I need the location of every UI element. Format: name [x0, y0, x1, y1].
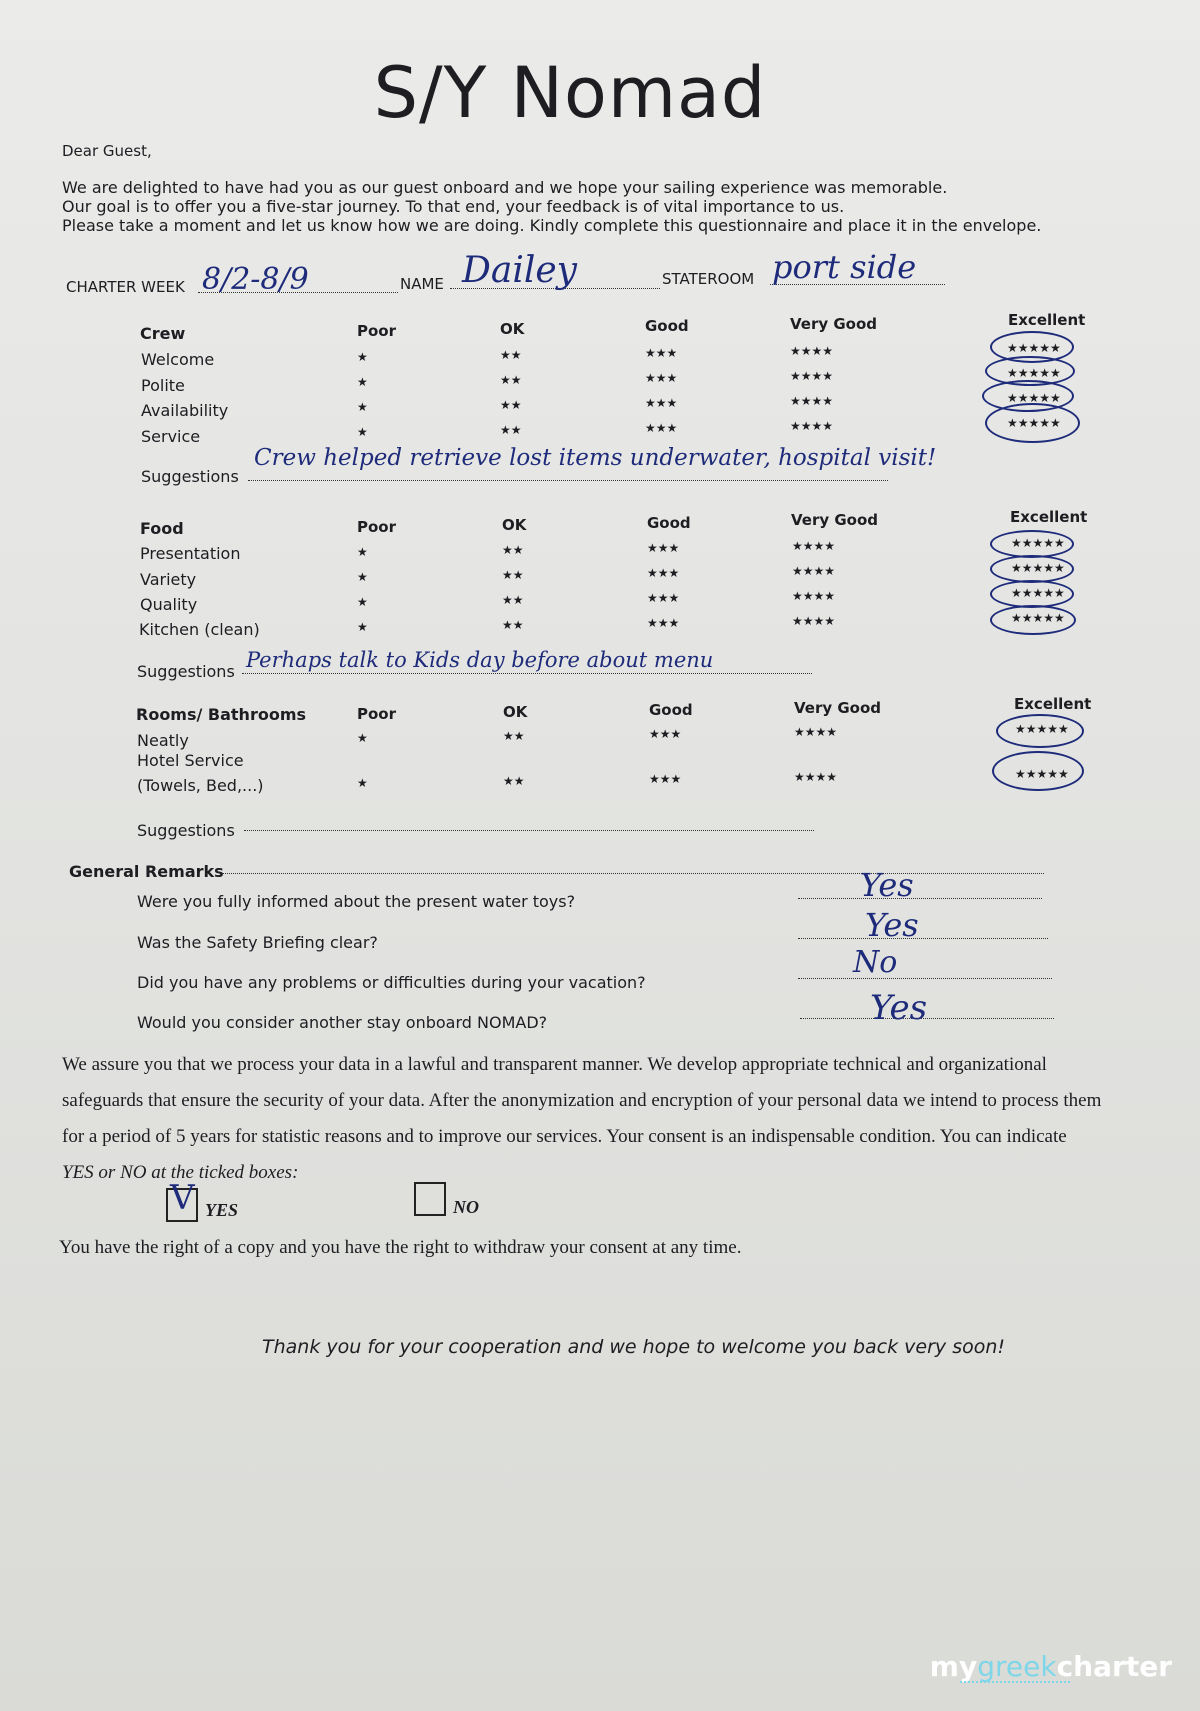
- answer-safety-briefing[interactable]: Yes: [865, 906, 919, 944]
- crew-item-service: Service: [141, 427, 201, 446]
- answer-line: [798, 938, 1048, 939]
- selection-circle: [996, 714, 1084, 748]
- name-label: NAME: [400, 275, 444, 293]
- logo-part-3: charter: [1056, 1650, 1172, 1683]
- charter-week-value[interactable]: 8/2-8/9: [202, 262, 309, 297]
- withdraw-notice: You have the right of a copy and you have the right to withdraw your consent at any time.: [59, 1237, 742, 1258]
- star-poor[interactable]: ★: [357, 595, 368, 609]
- rating-header-very-good: Very Good: [790, 315, 878, 333]
- crew-suggestions-value[interactable]: Crew helped retrieve lost items underwater, hospital visit!: [254, 445, 937, 471]
- star-poor[interactable]: ★: [357, 375, 368, 389]
- rating-header-ok: OK: [503, 703, 528, 721]
- star-poor[interactable]: ★: [357, 545, 368, 559]
- answer-water-toys[interactable]: Yes: [860, 866, 914, 904]
- star-poor[interactable]: ★: [357, 570, 368, 584]
- star-very-good[interactable]: ★★★★: [792, 614, 836, 628]
- logo-wave: [960, 1681, 1070, 1689]
- star-very-good[interactable]: ★★★★: [792, 564, 836, 578]
- check-mark-icon: V: [170, 1178, 195, 1218]
- star-ok[interactable]: ★★: [500, 348, 522, 362]
- star-good[interactable]: ★★★: [647, 591, 680, 605]
- rating-header-excellent: Excellent: [1014, 695, 1092, 713]
- star-good[interactable]: ★★★: [645, 346, 678, 360]
- star-good[interactable]: ★★★: [645, 371, 678, 385]
- star-ok[interactable]: ★★: [502, 568, 524, 582]
- star-excellent[interactable]: ★★★★★: [1011, 561, 1065, 575]
- consent-yes-label: YES: [205, 1200, 239, 1220]
- rating-header-poor: Poor: [357, 705, 397, 723]
- food-suggestions-line: [242, 673, 812, 674]
- logo-part-2: greek: [977, 1650, 1057, 1683]
- star-excellent[interactable]: ★★★★★: [1011, 586, 1065, 600]
- food-suggestions-label: Suggestions: [137, 662, 235, 681]
- star-very-good[interactable]: ★★★★: [794, 725, 838, 739]
- rating-header-poor: Poor: [357, 518, 397, 536]
- stateroom-value[interactable]: port side: [772, 248, 917, 286]
- name-value[interactable]: Dailey: [462, 250, 577, 291]
- food-item-quality: Quality: [140, 595, 198, 614]
- consent-no-label: NO: [453, 1197, 479, 1217]
- rooms-item-towels-bed: (Towels, Bed,...): [137, 776, 264, 795]
- rating-header-good: Good: [645, 317, 689, 335]
- star-good[interactable]: ★★★: [649, 727, 682, 741]
- star-very-good[interactable]: ★★★★: [794, 770, 838, 784]
- rating-header-good: Good: [649, 701, 693, 719]
- selection-circle: [990, 530, 1074, 558]
- consent-no-checkbox[interactable]: [414, 1182, 446, 1216]
- rating-header-very-good: Very Good: [791, 511, 879, 529]
- food-item-presentation: Presentation: [140, 544, 241, 563]
- food-item-variety: Variety: [140, 570, 197, 589]
- rating-header-poor: Poor: [357, 322, 397, 340]
- star-ok[interactable]: ★★: [500, 373, 522, 387]
- rating-header-ok: OK: [502, 516, 527, 534]
- general-remarks-line: [222, 873, 1044, 874]
- selection-circle: [985, 403, 1080, 443]
- rooms-item-hotel-service: Hotel Service: [137, 751, 244, 770]
- star-very-good[interactable]: ★★★★: [792, 589, 836, 603]
- intro-line-3: Please take a moment and let us know how we are doing. Kindly complete this questionnaire and place it in the envelope.: [62, 216, 1042, 235]
- general-remarks-label: General Remarks: [69, 862, 224, 881]
- question-safety-briefing: Was the Safety Briefing clear?: [137, 933, 378, 952]
- intro-line-2: Our goal is to offer you a five-star journey. To that end, your feedback is of vital importance to us.: [62, 197, 845, 216]
- crew-suggestions-line: [248, 480, 888, 481]
- star-ok[interactable]: ★★: [503, 729, 525, 743]
- rating-header-very-good: Very Good: [794, 699, 882, 717]
- star-good[interactable]: ★★★: [647, 541, 680, 555]
- star-ok[interactable]: ★★: [503, 774, 525, 788]
- star-poor[interactable]: ★: [357, 620, 368, 634]
- star-very-good[interactable]: ★★★★: [792, 539, 836, 553]
- star-excellent[interactable]: ★★★★★: [1007, 341, 1061, 355]
- privacy-line-1: We assure you that we process your data in a lawful and transparent manner. We develop appropriate technical and organizational: [62, 1054, 1047, 1075]
- crew-suggestions-label: Suggestions: [141, 467, 239, 486]
- star-good[interactable]: ★★★: [647, 616, 680, 630]
- star-ok[interactable]: ★★: [500, 398, 522, 412]
- privacy-line-2: safeguards that ensure the security of your data. After the anonymization and encryption of your personal data we intend to process them: [62, 1090, 1102, 1111]
- answer-line: [798, 978, 1052, 979]
- answer-another-stay[interactable]: Yes: [870, 988, 928, 1028]
- selection-circle: [992, 751, 1084, 791]
- crew-item-availability: Availability: [141, 401, 229, 420]
- question-another-stay: Would you consider another stay onboard NOMAD?: [137, 1013, 548, 1032]
- star-excellent[interactable]: ★★★★★: [1007, 416, 1061, 430]
- section-title-food: Food: [140, 519, 184, 538]
- mygreekcharter-logo: [930, 1650, 1172, 1683]
- answer-problems[interactable]: No: [853, 945, 898, 980]
- rating-header-excellent: Excellent: [1010, 508, 1088, 526]
- crew-item-polite: Polite: [141, 376, 185, 395]
- food-suggestions-value[interactable]: Perhaps talk to Kids day before about menu: [246, 648, 714, 672]
- privacy-line-4: YES or NO at the ticked boxes:: [62, 1162, 299, 1183]
- rooms-item-neatly: Neatly: [137, 731, 189, 750]
- thank-you-note: Thank you for your cooperation and we hope to welcome you back very soon!: [262, 1336, 1006, 1358]
- rooms-suggestions-line: [244, 830, 814, 831]
- star-good[interactable]: ★★★: [645, 421, 678, 435]
- star-poor[interactable]: ★: [357, 776, 368, 790]
- star-excellent[interactable]: ★★★★★: [1015, 722, 1069, 736]
- selection-circle: [990, 605, 1076, 635]
- privacy-line-3: for a period of 5 years for statistic reasons and to improve our services. Your consent is an indispensable condition. You can indicate: [62, 1126, 1067, 1147]
- star-excellent[interactable]: ★★★★★: [1011, 536, 1065, 550]
- star-very-good[interactable]: ★★★★: [790, 419, 834, 433]
- star-excellent[interactable]: ★★★★★: [1015, 767, 1069, 781]
- star-excellent[interactable]: ★★★★★: [1011, 611, 1065, 625]
- section-title-crew: Crew: [140, 324, 186, 343]
- rating-header-excellent: Excellent: [1008, 311, 1086, 329]
- intro-line-1: We are delighted to have had you as our guest onboard and we hope your sailing experience was memorable.: [62, 178, 948, 197]
- star-good[interactable]: ★★★: [649, 772, 682, 786]
- star-very-good[interactable]: ★★★★: [790, 394, 834, 408]
- star-ok[interactable]: ★★: [502, 593, 524, 607]
- star-poor[interactable]: ★: [357, 425, 368, 439]
- question-problems: Did you have any problems or difficulties during your vacation?: [137, 973, 646, 992]
- star-good[interactable]: ★★★: [647, 566, 680, 580]
- star-ok[interactable]: ★★: [502, 543, 524, 557]
- star-poor[interactable]: ★: [357, 731, 368, 745]
- rating-header-ok: OK: [500, 320, 525, 338]
- form-title: S/Y Nomad: [373, 52, 767, 134]
- star-excellent[interactable]: ★★★★★: [1007, 366, 1061, 380]
- rating-header-good: Good: [647, 514, 691, 532]
- charter-week-label: CHARTER WEEK: [66, 278, 185, 296]
- star-poor[interactable]: ★: [357, 350, 368, 364]
- answer-line: [798, 898, 1042, 899]
- stateroom-label: STATEROOM: [662, 270, 755, 288]
- star-ok[interactable]: ★★: [502, 618, 524, 632]
- star-very-good[interactable]: ★★★★: [790, 369, 834, 383]
- star-ok[interactable]: ★★: [500, 423, 522, 437]
- selection-circle: [990, 580, 1074, 608]
- rooms-suggestions-label: Suggestions: [137, 821, 235, 840]
- star-poor[interactable]: ★: [357, 400, 368, 414]
- food-item-kitchen: Kitchen (clean): [139, 620, 260, 639]
- section-title-rooms: Rooms/ Bathrooms: [136, 705, 307, 724]
- star-very-good[interactable]: ★★★★: [790, 344, 834, 358]
- crew-item-welcome: Welcome: [141, 350, 215, 369]
- question-water-toys: Were you fully informed about the present water toys?: [137, 892, 576, 911]
- greeting: Dear Guest,: [62, 142, 152, 160]
- star-good[interactable]: ★★★: [645, 396, 678, 410]
- selection-circle: [990, 555, 1074, 583]
- star-excellent[interactable]: ★★★★★: [1007, 391, 1061, 405]
- logo-part-1: my: [929, 1650, 978, 1683]
